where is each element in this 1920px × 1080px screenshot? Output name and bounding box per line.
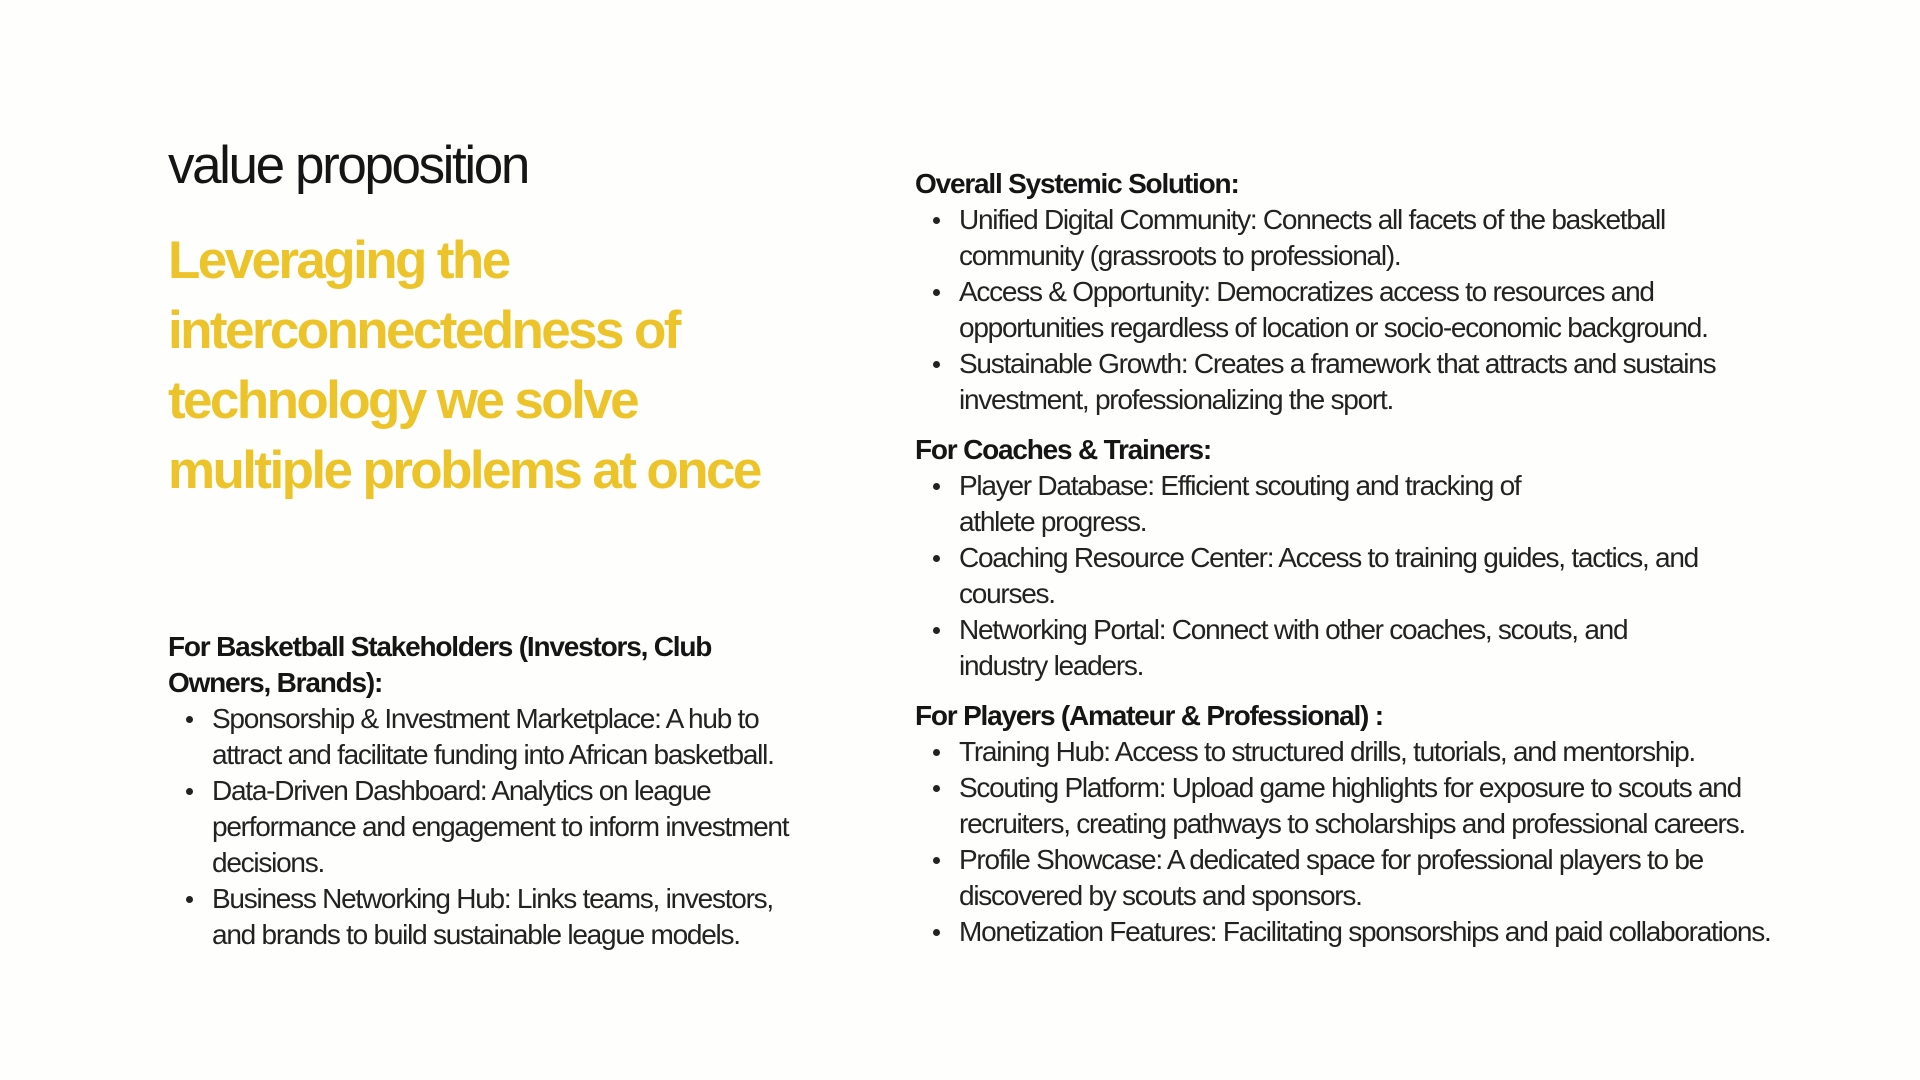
list-item: Monetization Features: Facilitating sponsorships and paid collaborations.	[959, 914, 1789, 950]
players-block	[915, 698, 1805, 950]
list-item: Training Hub: Access to structured drills, tutorials, and mentorship.	[959, 734, 1779, 770]
left-column	[168, 130, 828, 506]
systemic-list	[915, 202, 1805, 418]
tagline: Leveraging the interconnectedness of technology we solve multiple problems at once	[168, 231, 760, 500]
coaches-list	[915, 468, 1805, 684]
right-column	[915, 166, 1805, 950]
systemic-block	[915, 166, 1805, 418]
list-item: Scouting Platform: Upload game highlights for exposure to scouts and recruiters, creating pathways to scholarships and professional careers.	[959, 770, 1769, 842]
list-item: Coaching Resource Center: Access to training guides, tactics, and courses.	[959, 540, 1699, 612]
list-item: Access & Opportunity: Democratizes access to resources and opportunities regardless of location or socio-economic background.	[959, 274, 1759, 346]
stakeholders-heading: For Basketball Stakeholders (Investors, Club Owners, Brands):	[168, 631, 712, 698]
list-item: Unified Digital Community: Connects all facets of the basketball community (grassroots to professional).	[959, 202, 1679, 274]
list-item: Sponsorship & Investment Marketplace: A hub to attract and facilitate funding into African basketball.	[212, 701, 787, 773]
systemic-heading: Overall Systemic Solution:	[915, 168, 1239, 199]
section-title: value proposition	[168, 136, 528, 195]
list-item: Business Networking Hub: Links teams, investors, and brands to build sustainable league models.	[212, 881, 817, 953]
coaches-heading: For Coaches & Trainers:	[915, 434, 1212, 465]
players-list	[915, 734, 1805, 950]
list-item: Data-Driven Dashboard: Analytics on league performance and engagement to inform investment decisions.	[212, 773, 812, 881]
coaches-block	[915, 432, 1805, 684]
stakeholders-list	[168, 701, 828, 953]
list-item: Player Database: Efficient scouting and tracking of athlete progress.	[959, 468, 1599, 540]
list-item: Sustainable Growth: Creates a framework that attracts and sustains investment, professionalizing the sport.	[959, 346, 1719, 418]
list-item: Profile Showcase: A dedicated space for professional players to be discovered by scouts and sponsors.	[959, 842, 1719, 914]
stakeholders-block	[168, 629, 828, 953]
players-heading: For Players (Amateur & Professional) :	[915, 700, 1383, 731]
list-item: Networking Portal: Connect with other coaches, scouts, and industry leaders.	[959, 612, 1639, 684]
